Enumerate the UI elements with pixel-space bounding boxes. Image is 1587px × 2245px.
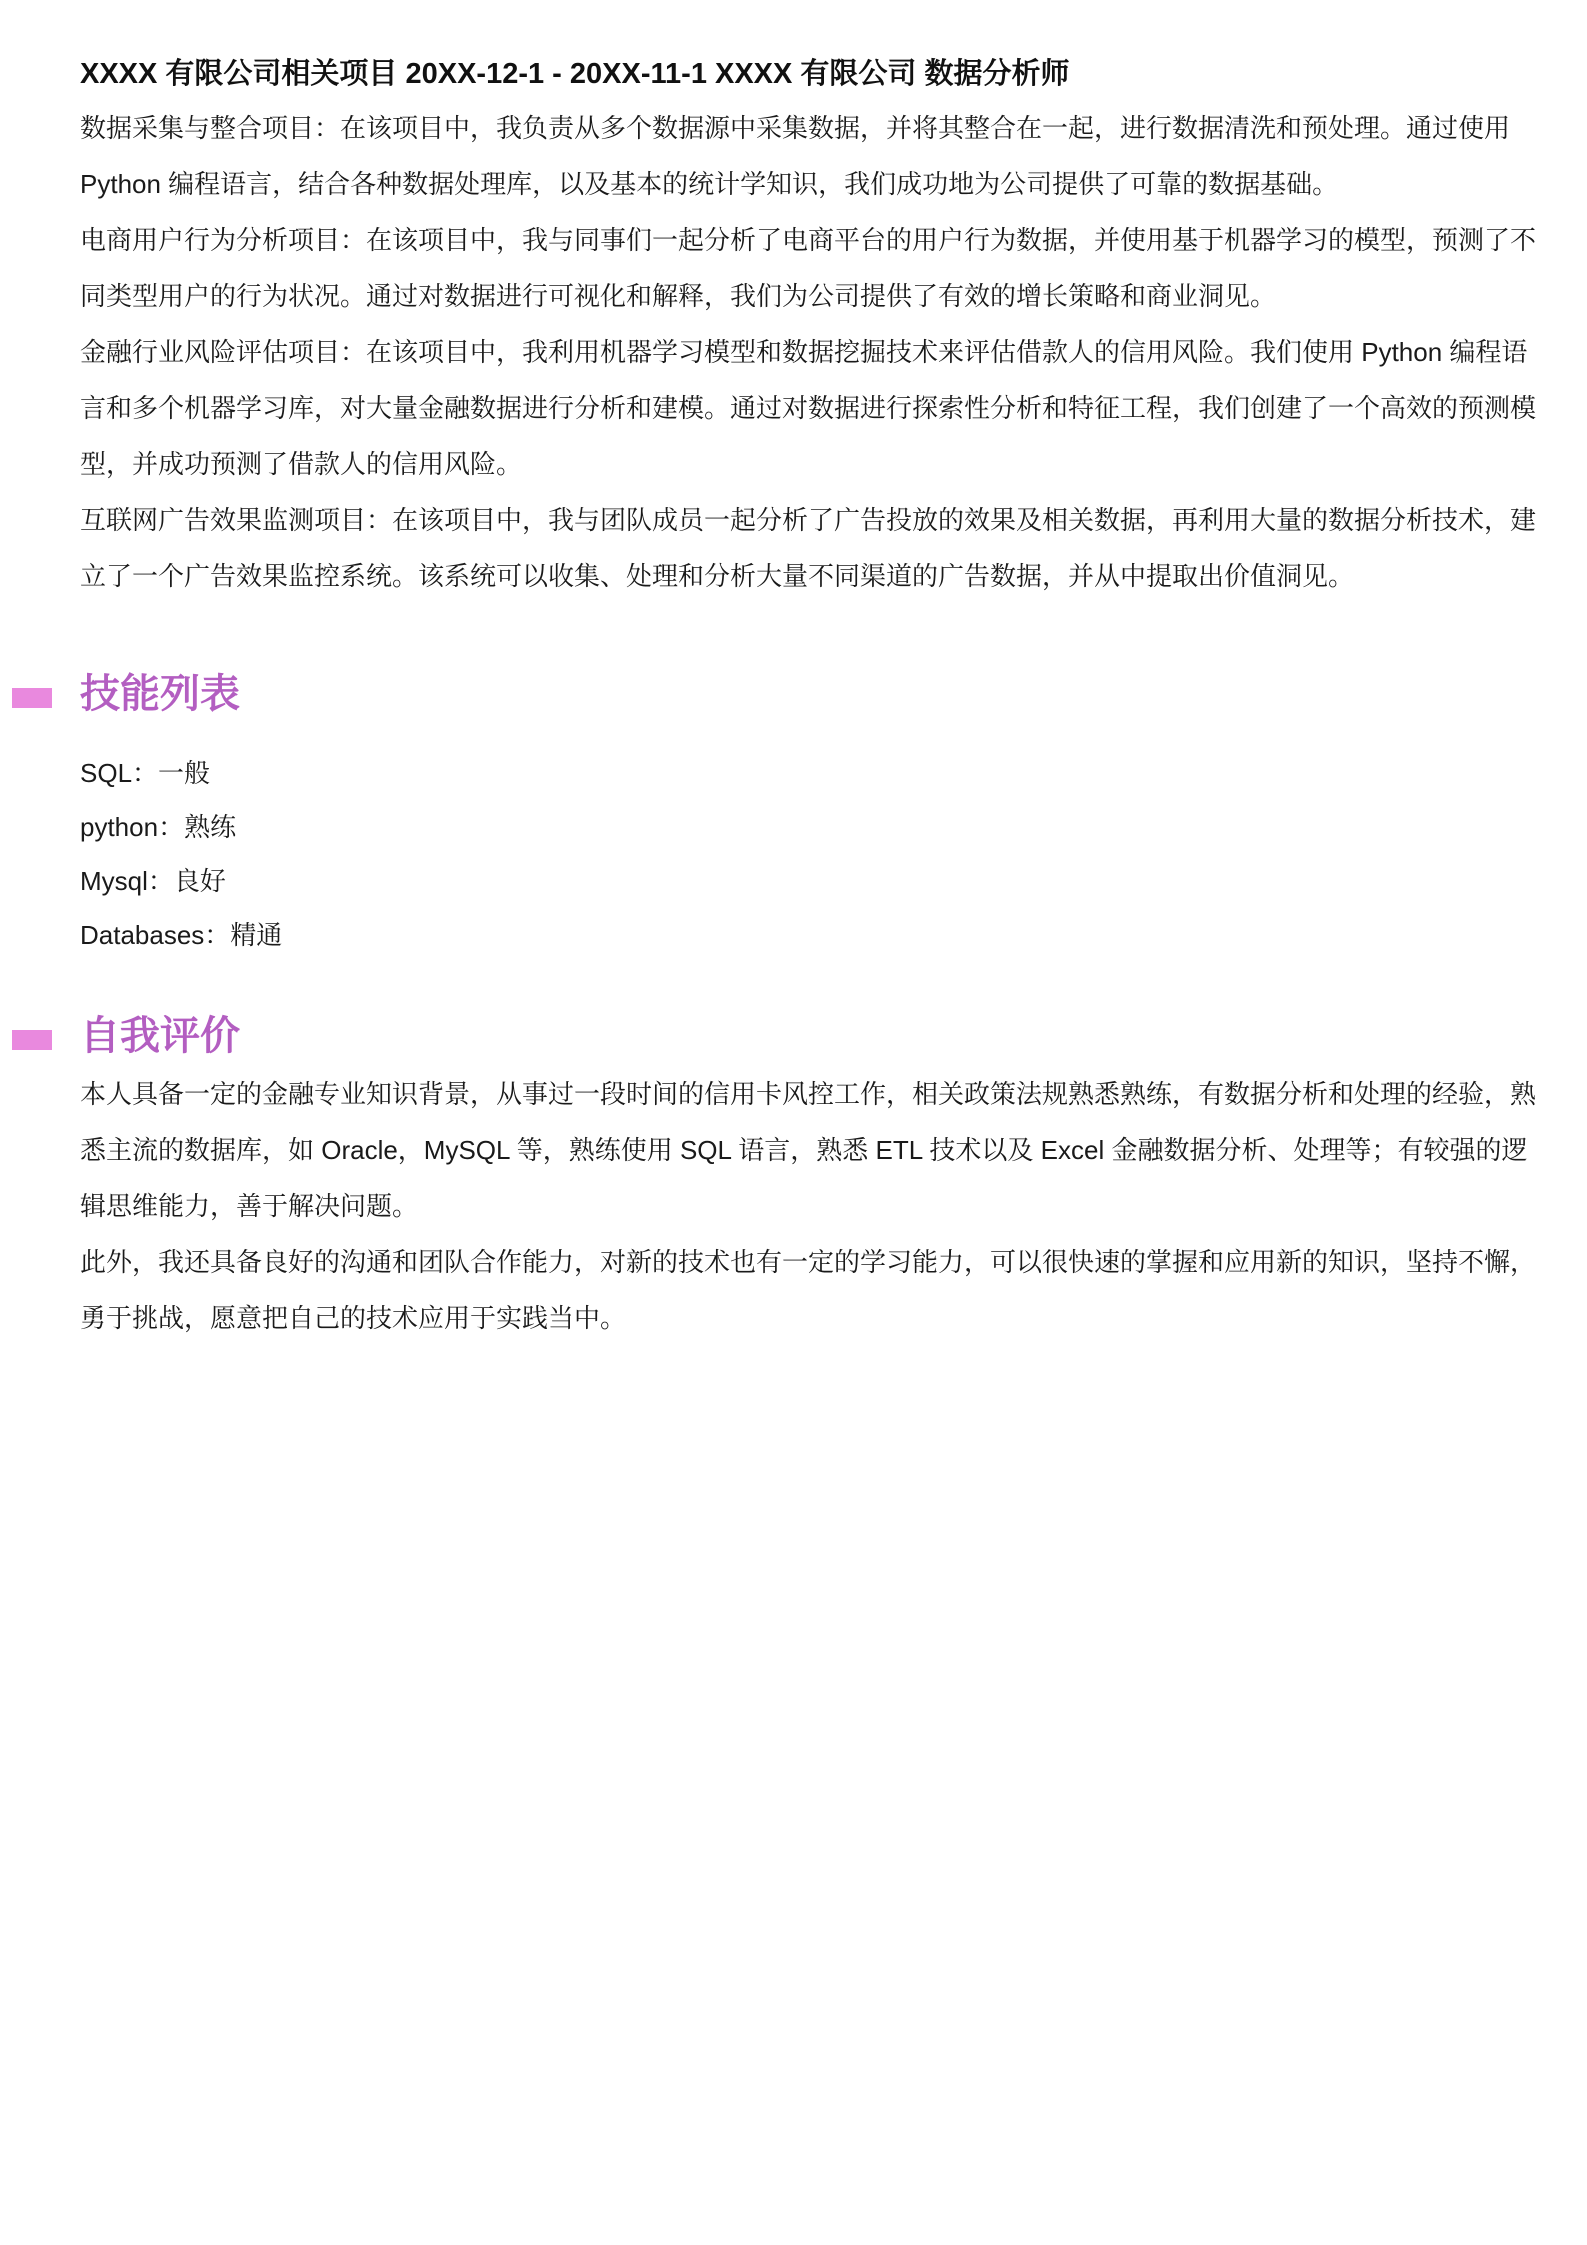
project-finance-risk: 金融行业风险评估项目：在该项目中，我利用机器学习模型和数据挖掘技术来评估借款人的信用风险。我们使用 Python 编程语言和多个机器学习库，对大量金融数据进行分析和建模。通过对数据进行探索性分析和特征工程，我们创建了一个高效的预测模型，并成功预测了借款人的信用风险。 [80, 337, 1537, 479]
self-evaluation-title: 自我评价 [80, 1014, 240, 1058]
self-evaluation-paragraph: 此外，我还具备良好的沟通和团队合作能力，对新的技术也有一定的学习能力，可以很快速的掌握和应用新的知识，坚持不懈，勇于挑战，愿意把自己的技术应用于实践当中。 [80, 1247, 1537, 1333]
project-ecommerce-analysis: 电商用户行为分析项目：在该项目中，我与同事们一起分析了电商平台的用户行为数据，并使用基于机器学习的模型，预测了不同类型用户的行为状况。通过对数据进行可视化和解释，我们为公司提供了有效的增长策略和商业洞见。 [80, 225, 1537, 311]
skill-item-sql: SQL：一般 [80, 758, 211, 788]
self-evaluation-paragraph: 本人具备一定的金融专业知识背景，从事过一段时间的信用卡风控工作，相关政策法规熟悉熟练，有数据分析和处理的经验，熟悉主流的数据库，如 Oracle，MySQL 等，熟练使用 SQL 语言，熟悉 ETL 技术以及 Excel 金融数据分析、处理等；有较强的逻辑思维能力，善于解决问题。 [80, 1079, 1537, 1221]
self-evaluation-body [80, 1066, 1550, 1346]
skills-section [80, 664, 1550, 962]
project-data-integration: 数据采集与整合项目：在该项目中，我负责从多个数据源中采集数据，并将其整合在一起，进行数据清洗和预处理。通过使用 Python 编程语言，结合各种数据处理库，以及基本的统计学知识，我们成功地为公司提供了可靠的数据基础。 [80, 113, 1511, 199]
skill-item-mysql: Mysql：良好 [80, 866, 226, 896]
skill-item-python: python：熟练 [80, 812, 237, 842]
skills-title: 技能列表 [80, 672, 240, 716]
self-evaluation-section [80, 1006, 1550, 1346]
project-header: XXXX 有限公司相关项目 20XX-12-1 - 20XX-11-1 XXXX 有限公司 数据分析师 [80, 58, 1070, 90]
section-marker-icon [12, 688, 52, 708]
section-marker-icon [12, 1030, 52, 1050]
project-ad-monitoring: 互联网广告效果监测项目：在该项目中，我与团队成员一起分析了广告投放的效果及相关数据，再利用大量的数据分析技术，建立了一个广告效果监控系统。该系统可以收集、处理和分析大量不同渠道的广告数据，并从中提取出价值洞见。 [80, 505, 1537, 591]
skills-list [80, 746, 1550, 962]
project-section [80, 52, 1550, 604]
skill-item-databases: Databases：精通 [80, 920, 283, 950]
resume-content [80, 52, 1550, 1346]
